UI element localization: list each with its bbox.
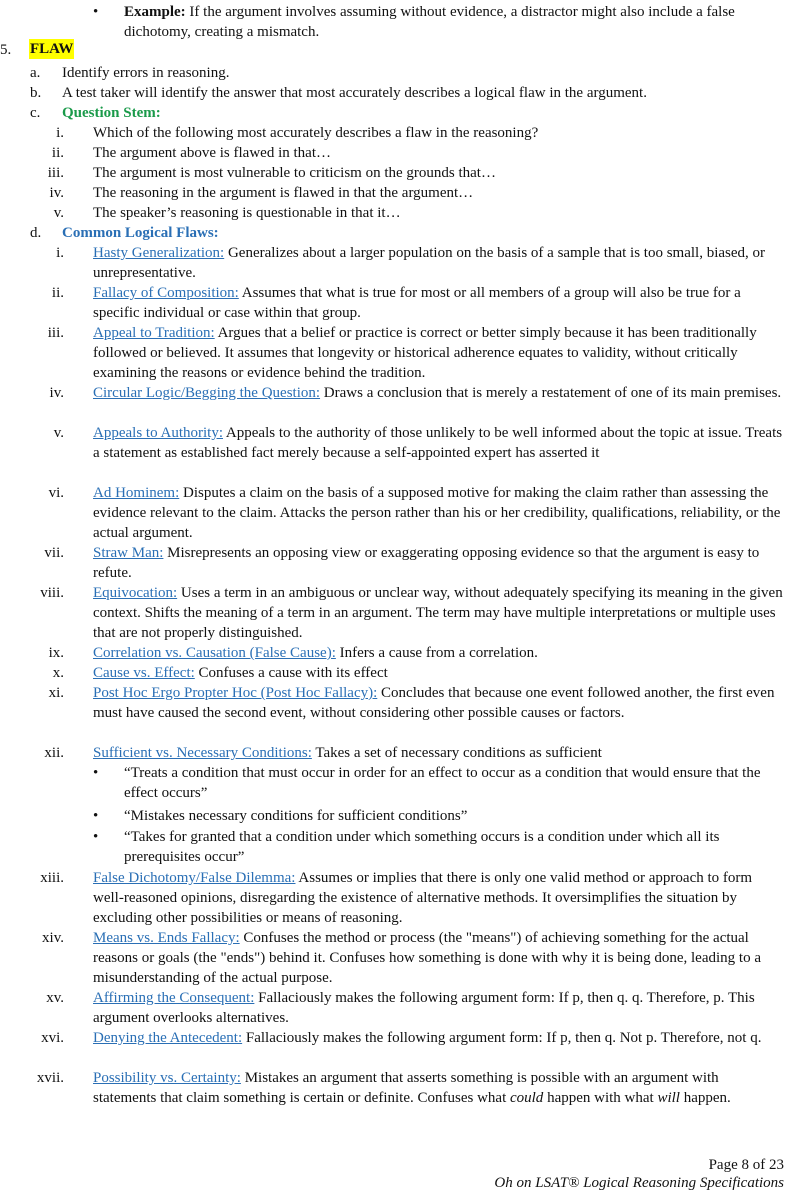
- bullet-dot: •: [93, 4, 99, 20]
- emphasis-could: could: [509, 1090, 544, 1106]
- section-number: 5.: [0, 42, 12, 58]
- flaw-definition: Confuses a cause with its effect: [194, 665, 388, 681]
- item-marker: b.: [30, 85, 42, 101]
- flaw-term-link[interactable]: Means vs. Ends Fallacy:: [93, 930, 240, 946]
- condition-quote: “Takes for granted that a condition under which something occurs is a condition under which all its prerequisites occur”: [124, 829, 720, 865]
- flaw-number: xiii.: [40, 870, 64, 886]
- stem-text: The speaker’s reasoning is questionable in that it…: [93, 205, 401, 221]
- flaw-item: [93, 483, 785, 543]
- flaw-number: iii.: [47, 325, 64, 341]
- flaw-item: [93, 743, 785, 763]
- flaw-item: [93, 683, 785, 723]
- flaw-definition: Infers a cause from a correlation.: [335, 645, 538, 661]
- flaw-item: [93, 663, 785, 683]
- flaw-term-link[interactable]: Correlation vs. Causation (False Cause):: [93, 645, 336, 661]
- flaw-term-link[interactable]: Affirming the Consequent:: [93, 990, 255, 1006]
- condition-quote: “Mistakes necessary conditions for sufficient conditions”: [124, 808, 468, 824]
- flaw-item: [93, 643, 785, 663]
- flaw-term-link[interactable]: Hasty Generalization:: [93, 245, 225, 261]
- item-text: A test taker will identify the answer that most accurately describes a logical flaw in the argument.: [62, 85, 647, 101]
- flaws-marker: d.: [30, 225, 42, 241]
- flaw-item: [93, 1068, 785, 1108]
- flaw-item: [93, 323, 785, 383]
- page-number: Page 8 of 23: [708, 1157, 784, 1173]
- section-title: FLAW: [30, 41, 74, 57]
- flaw-definition: Fallaciously makes the following argument form: If p, then q. q. Therefore, p. This argument overlooks alternatives.: [93, 990, 755, 1026]
- flaw-term-link[interactable]: Sufficient vs. Necessary Conditions:: [93, 745, 312, 761]
- flaw-item: [93, 988, 785, 1028]
- flaw-number: xii.: [44, 745, 64, 761]
- condition-quote: “Treats a condition that must occur in order for an effect to occur as a condition that would ensure that the effect occurs”: [124, 765, 761, 801]
- flaw-number: v.: [53, 425, 64, 441]
- stem-number: iii.: [47, 165, 64, 181]
- flaw-item: [93, 423, 785, 463]
- example-label: Example:: [124, 4, 186, 20]
- flaw-definition: Uses a term in an ambiguous or unclear way, without adequately specifying its meaning in the given context. Shifts the meaning of a term in an argument. The term may have multiple interpretations or multiple uses that are not properly distinguished.: [93, 585, 783, 641]
- flaw-number: xi.: [48, 685, 64, 701]
- flaw-number: iv.: [49, 385, 64, 401]
- flaw-term-link[interactable]: Equivocation:: [93, 585, 178, 601]
- flaw-number: i.: [56, 245, 64, 261]
- flaw-definition: Misrepresents an opposing view or exaggerating opposing evidence so that the argument is easy to refute.: [93, 545, 760, 581]
- flaw-definition-end: happen.: [679, 1090, 731, 1106]
- flaw-term-link[interactable]: Fallacy of Composition:: [93, 285, 239, 301]
- item-text: Identify errors in reasoning.: [62, 65, 230, 81]
- flaw-term-link[interactable]: Possibility vs. Certainty:: [93, 1070, 241, 1086]
- item-marker: a.: [30, 65, 41, 81]
- flaw-definition: Draws a conclusion that is merely a restatement of one of its main premises.: [320, 385, 782, 401]
- flaw-number: x.: [52, 665, 64, 681]
- flaw-number: ix.: [48, 645, 64, 661]
- flaw-term-link[interactable]: False Dichotomy/False Dilemma:: [93, 870, 296, 886]
- flaw-number: vii.: [44, 545, 64, 561]
- flaw-definition: Appeals to the authority of those unlikely to be well informed about the topic at issue. Treats a statement as established fact merely because a self-appointed expert has asserted it: [93, 425, 783, 461]
- flaw-number: xvii.: [36, 1070, 64, 1086]
- flaw-term-link[interactable]: Straw Man:: [93, 545, 164, 561]
- document-title: Oh on LSAT® Logical Reasoning Specifications: [494, 1175, 784, 1191]
- flaw-number: xvi.: [41, 1030, 64, 1046]
- flaw-definition-mid: happen with what: [543, 1090, 658, 1106]
- stem-text: Which of the following most accurately describes a flaw in the reasoning?: [93, 125, 539, 141]
- flaw-number: ii.: [51, 285, 64, 301]
- flaw-item: [93, 243, 785, 283]
- flaw-definition: Fallaciously makes the following argument form: If p, then q. Not p. Therefore, not q.: [242, 1030, 762, 1046]
- flaw-definition: Takes a set of necessary conditions as sufficient: [311, 745, 602, 761]
- flaw-item: [93, 1028, 785, 1048]
- flaw-number: xiv.: [42, 930, 64, 946]
- flaw-term-link[interactable]: Post Hoc Ergo Propter Hoc (Post Hoc Fallacy):: [93, 685, 378, 701]
- flaw-definition: Argues that a belief or practice is correct or better simply because it has been traditionally followed or believed. It assumes that longevity or historical adherence equates to validity, without critically examining the reasons or evidence behind the tradition.: [93, 325, 757, 381]
- flaw-definition: Generalizes about a larger population on the basis of a sample that is too small, biased, or unrepresentative.: [93, 245, 766, 281]
- flaw-term-link[interactable]: Denying the Antecedent:: [93, 1030, 243, 1046]
- flaw-item: [93, 383, 785, 403]
- example-text: If the argument involves assuming without evidence, a distractor might also include a false dichotomy, creating a mismatch.: [124, 4, 735, 40]
- flaw-term-link[interactable]: Ad Hominem:: [93, 485, 180, 501]
- emphasis-will: will: [657, 1090, 680, 1106]
- flaw-item: [93, 583, 785, 643]
- flaw-definition: Disputes a claim on the basis of a supposed motive for making the claim rather than assessing the evidence relevant to the claim. Attacks the person rather than his or her credibility, qualifications, reliability, or the actual argument.: [93, 485, 781, 541]
- stem-number: ii.: [51, 145, 64, 161]
- flaw-number: xv.: [46, 990, 64, 1006]
- stem-number: iv.: [49, 185, 64, 201]
- flaw-item: [93, 283, 785, 323]
- flaw-term-link[interactable]: Cause vs. Effect:: [93, 665, 195, 681]
- bullet-dot: •: [93, 765, 99, 781]
- flaw-definition: Concludes that because one event followed another, the first even must have caused the second event, without considering other possible causes or factors.: [93, 685, 775, 721]
- flaw-item: [93, 928, 785, 988]
- flaw-definition: Assumes that what is true for most or all members of a group will also be true for a specific individual or case within that group.: [93, 285, 741, 321]
- stem-number: v.: [53, 205, 64, 221]
- stem-text: The argument is most vulnerable to criticism on the grounds that…: [93, 165, 496, 181]
- flaw-number: viii.: [40, 585, 64, 601]
- flaw-item: [93, 543, 785, 583]
- flaw-term-link[interactable]: Circular Logic/Begging the Question:: [93, 385, 321, 401]
- flaw-item: [93, 868, 785, 928]
- question-stem-heading: Question Stem:: [62, 105, 161, 121]
- flaw-term-link[interactable]: Appeals to Authority:: [93, 425, 223, 441]
- flaw-definition: Mistakes an argument that asserts something is possible with an argument with statements that claim something is certain or definite. Confuses what: [93, 1070, 719, 1106]
- bullet-dot: •: [93, 808, 99, 824]
- bullet-dot: •: [93, 829, 99, 845]
- stem-number: i.: [56, 125, 64, 141]
- flaws-heading: Common Logical Flaws:: [62, 225, 219, 241]
- flaw-definition: Assumes or implies that there is only one valid method or approach to form well-reasoned opinions, disregarding the existence of alternative methods. It oversimplifies the situation by excluding other possibilities or means of reasoning.: [93, 870, 753, 926]
- flaw-definition: Confuses the method or process (the "means") of achieving something for the actual reasons or goals (the "ends") behind it. Confuses how something is done with why it is being done, leading to a misunderstanding of the actual purpose.: [93, 930, 761, 986]
- flaw-term-link[interactable]: Appeal to Tradition:: [93, 325, 215, 341]
- stem-text: The argument above is flawed in that…: [93, 145, 331, 161]
- flaw-number: vi.: [48, 485, 64, 501]
- stem-text: The reasoning in the argument is flawed in that the argument…: [93, 185, 474, 201]
- question-stem-marker: c.: [30, 105, 41, 121]
